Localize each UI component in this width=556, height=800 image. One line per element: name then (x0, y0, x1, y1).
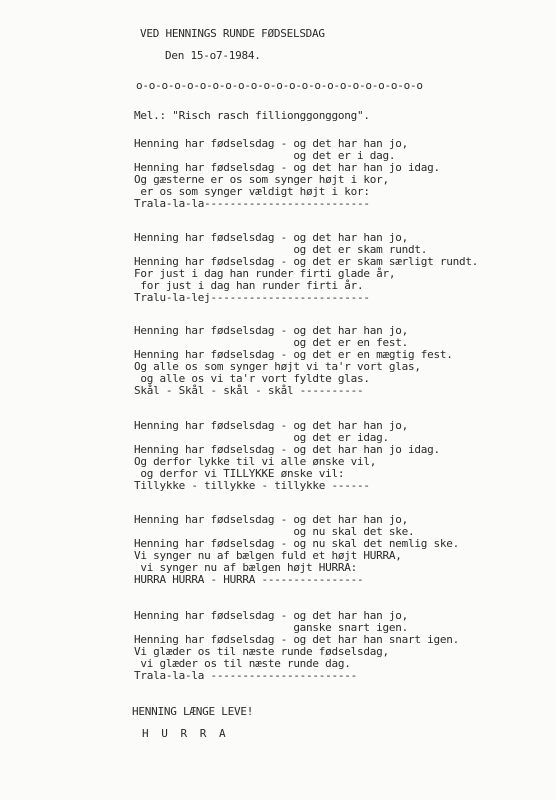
stanza-line: Henning har fødselsdag - og det har han jo, (134, 231, 409, 244)
stanza (134, 232, 478, 304)
stanza-line: Henning har fødselsdag - og det har han jo, (134, 324, 409, 337)
stanza-line: Trala-la-la-------------------------- (134, 197, 370, 210)
stanza-line: Tralu-la-lej------------------------- (134, 291, 370, 304)
stanza-line: Henning har fødselsdag - og det har han jo idag. (134, 443, 440, 456)
stanza (134, 610, 459, 682)
stanza-line: Henning har fødselsdag - og det er en mægtig fest. (134, 348, 453, 361)
stanza-line: og det er idag. (134, 431, 389, 444)
stanza-line: Skål - Skål - skål - skål ---------- (134, 384, 364, 397)
stanza-line: og det er en fest. (134, 336, 409, 349)
stanza-line: Henning har fødselsdag - og det har han jo, (134, 137, 409, 150)
stanza-line: og derfor vi TILLYKKE ønske vil: (134, 467, 345, 480)
melody-line: Mel.: "Risch rasch fillionggonggong". (134, 109, 370, 122)
stanza (134, 420, 440, 492)
final-hurra: H U R R A (142, 727, 229, 740)
stanza-line: Henning har fødselsdag - og nu skal det nemlig ske. (134, 537, 460, 550)
stanza-line: Henning har fødselsdag - og det har han jo, (134, 513, 409, 526)
stanza-line: vi glæder os til næste runde dag. (134, 657, 351, 670)
stanza-line: Henning har fødselsdag - og det har han jo, (134, 419, 409, 432)
stanza-line: HURRA HURRA - HURRA ---------------- (134, 573, 364, 586)
stanza-line: Henning har fødselsdag - og det har han jo, (134, 609, 409, 622)
stanza-line: Vi glæder os til næste runde fødselsdag, (134, 645, 389, 658)
stanza-line: og det er skam rundt. (134, 243, 428, 256)
separator-line: o-o-o-o-o-o-o-o-o-o-o-o-o-o-o-o-o-o-o-o-o-o-o (136, 79, 423, 92)
stanza-line: og alle os vi ta'r vort fyldte glas. (134, 372, 370, 385)
stanza-line: Vi synger nu af bælgen fuld et højt HURRA, (134, 549, 402, 562)
stanza-line: Og alle os som synger højt vi ta'r vort glas, (134, 360, 421, 373)
stanza-line: vi synger nu af bælgen højt HURRA: (134, 561, 358, 574)
stanza-line: og nu skal det ske. (134, 525, 415, 538)
stanza-line: Trala-la-la ----------------------- (134, 669, 358, 682)
song-title: VED HENNINGS RUNDE FØDSELSDAG (140, 27, 325, 40)
closing-line: HENNING LÆNGE LEVE! (132, 705, 254, 718)
stanza-line: Og gæsterne er os som synger højt i kor, (134, 173, 389, 186)
stanza-line: Og derfor lykke til vi alle ønske vil, (134, 455, 377, 468)
stanza-line: For just i dag han runder firti glade år, (134, 267, 396, 280)
stanza-line: er os som synger vældigt højt i kor: (134, 185, 370, 198)
stanza-line: og det er i dag. (134, 149, 396, 162)
stanza-line: Henning har fødselsdag - og det har han jo idag. (134, 161, 440, 174)
stanza-line: Henning har fødselsdag - og det er skam særligt rundt. (134, 255, 479, 268)
stanza-line: for just i dag han runder firti år. (134, 279, 364, 292)
song-date: Den 15-o7-1984. (165, 49, 261, 62)
stanza (134, 138, 440, 210)
stanza (134, 514, 459, 586)
stanza-line: Henning har fødselsdag - og det har han snart igen. (134, 633, 460, 646)
stanza-line: ganske snart igen. (134, 621, 409, 634)
stanza-line: Tillykke - tillykke - tillykke ------ (134, 479, 370, 492)
stanza (134, 325, 453, 397)
